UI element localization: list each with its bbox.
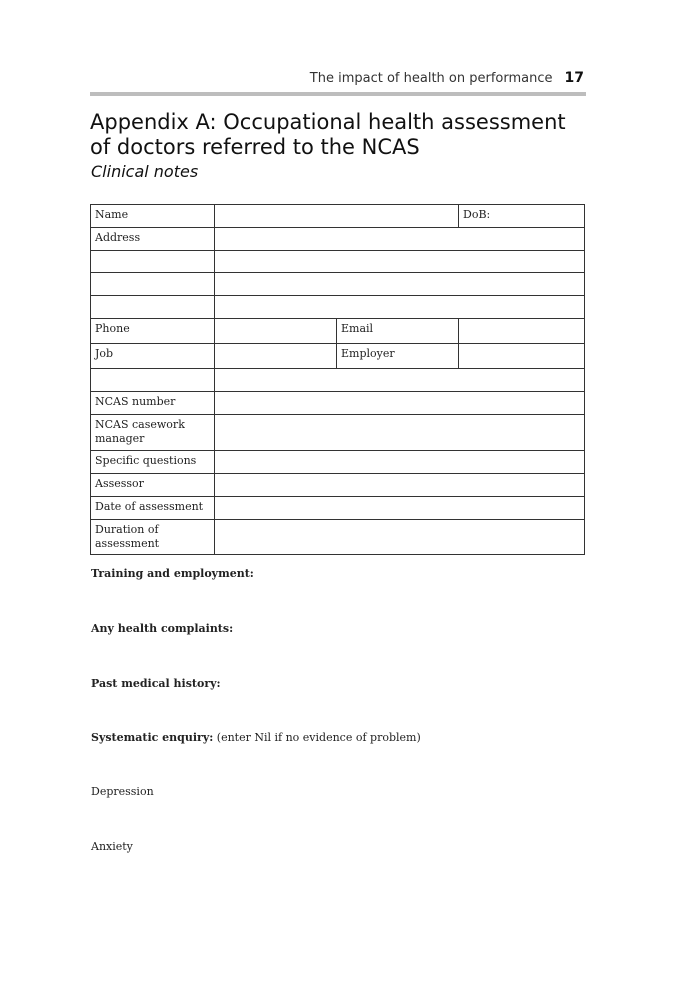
job-label: Job (91, 344, 215, 369)
job-row (91, 344, 585, 369)
address-field-line-3[interactable] (215, 273, 585, 296)
ncas-number-label: NCAS number (91, 392, 215, 415)
email-label: Email (337, 319, 459, 344)
address-row-4 (91, 296, 585, 319)
section-training (91, 567, 254, 580)
assessor-label: Assessor (91, 474, 215, 497)
job-field[interactable] (215, 344, 337, 369)
anxiety-label: Anxiety (91, 840, 133, 853)
date-of-assessment-field[interactable] (215, 497, 585, 520)
ncas-number-row (91, 392, 585, 415)
systematic-enquiry-heading: Systematic enquiry: (91, 731, 214, 744)
systematic-enquiry-note: (enter Nil if no evidence of problem) (216, 731, 421, 744)
address-blank-label (91, 296, 215, 319)
date-of-assessment-label: Date of assessment (91, 497, 215, 520)
section-systematic-enquiry (91, 731, 421, 744)
assessor-row (91, 474, 585, 497)
address-blank-label (91, 273, 215, 296)
clinical-notes-form (90, 204, 585, 555)
dob-label: DoB: (463, 208, 491, 221)
address-field-line-1[interactable] (215, 228, 585, 251)
phone-field[interactable] (215, 319, 337, 344)
blank-label (91, 369, 215, 392)
name-row (91, 205, 585, 228)
dob-field[interactable] (459, 205, 585, 228)
specific-questions-row (91, 451, 585, 474)
phone-label: Phone (91, 319, 215, 344)
name-label: Name (91, 205, 215, 228)
blank-row (91, 369, 585, 392)
email-field[interactable] (459, 319, 585, 344)
ncas-number-field[interactable] (215, 392, 585, 415)
address-label: Address (91, 228, 215, 251)
page-number: 17 (564, 70, 584, 86)
section-health-complaints (91, 622, 233, 635)
blank-field[interactable] (215, 369, 585, 392)
date-of-assessment-row (91, 497, 585, 520)
phone-row (91, 319, 585, 344)
specific-questions-field[interactable] (215, 451, 585, 474)
address-blank-label (91, 251, 215, 273)
training-heading: Training and employment: (91, 567, 254, 580)
running-title: The impact of health on performance (309, 71, 553, 86)
name-field[interactable] (215, 205, 459, 228)
employer-field[interactable] (459, 344, 585, 369)
address-field-line-4[interactable] (215, 296, 585, 319)
section-past-history (91, 677, 221, 690)
page-subtitle: Clinical notes (91, 162, 199, 181)
ncas-casework-manager-field[interactable] (215, 415, 585, 451)
running-header (0, 70, 584, 86)
duration-of-assessment-row (91, 520, 585, 555)
assessor-field[interactable] (215, 474, 585, 497)
past-history-heading: Past medical history: (91, 677, 221, 690)
ncas-casework-manager-label: NCAS casework manager (91, 415, 215, 451)
address-row-3 (91, 273, 585, 296)
duration-of-assessment-label: Duration of assessment (91, 520, 215, 555)
address-field-line-2[interactable] (215, 251, 585, 273)
address-row (91, 228, 585, 251)
employer-label: Employer (337, 344, 459, 369)
health-complaints-heading: Any health complaints: (91, 622, 234, 635)
address-row-2 (91, 251, 585, 273)
ncas-casework-manager-row (91, 415, 585, 451)
depression-label: Depression (91, 785, 154, 798)
page-title: Appendix A: Occupational health assessment of doctors referred to the NCAS (90, 110, 566, 159)
specific-questions-label: Specific questions (91, 451, 215, 474)
duration-of-assessment-field[interactable] (215, 520, 585, 555)
header-rule (90, 92, 586, 96)
